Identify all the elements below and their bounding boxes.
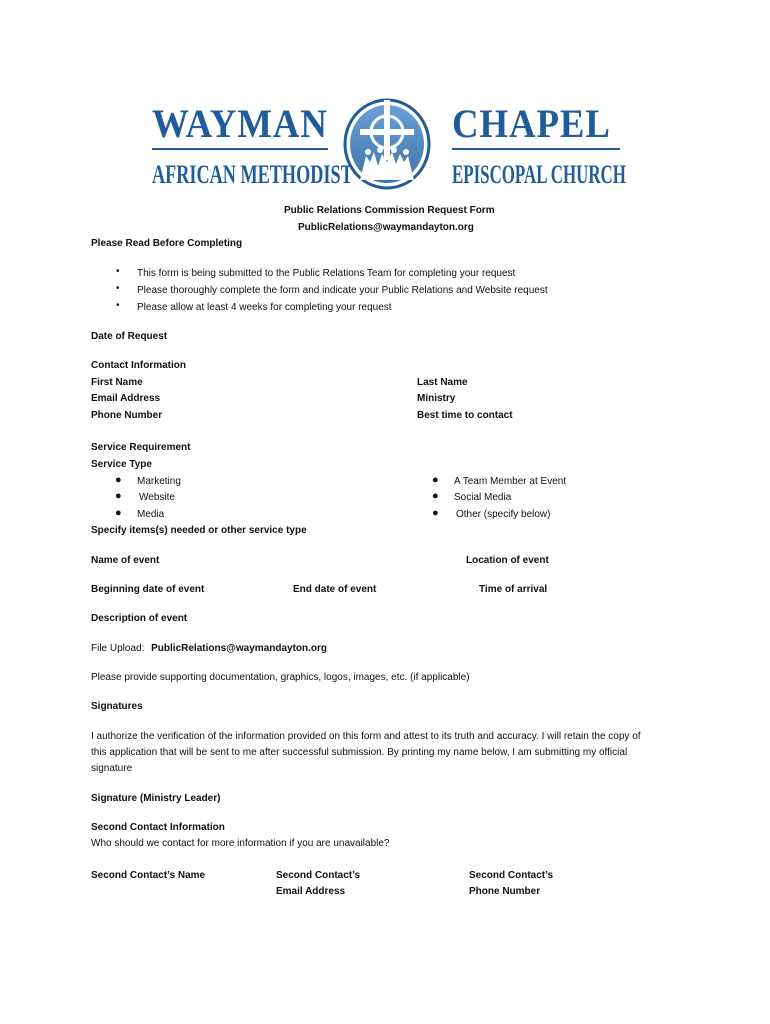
checkbox-bullet-icon[interactable]: ● [115,507,122,519]
second-contact-email-label [276,870,360,897]
checkbox-bullet-icon[interactable]: ● [432,507,439,519]
second-contact-phone-label [469,870,553,897]
intro-heading: Please Read Before Completing [91,238,243,249]
second-contact-email-line1: Second Contact’s [276,870,361,881]
logo-rule-left [152,148,328,150]
service-heading: Service Requirement [91,442,191,453]
signatures-heading: Signatures [91,701,143,712]
bullet-icon: • [116,266,120,277]
option-marketing: Marketing [137,476,181,487]
contact-heading: Contact Information [91,360,186,371]
event-begin-label: Beginning date of event [91,584,205,595]
checkbox-bullet-icon[interactable]: ● [115,474,122,486]
authorization-line-3: signature [91,763,133,774]
logo-text-african-methodist: AFRICAN METHODIST [152,160,353,189]
authorization-line-1: I authorize the verification of the information provided on this form and attest to its truth and accuracy. I will retain the copy of [91,731,641,742]
second-contact-question: Who should we contact for more information if you are unavailable? [91,838,390,849]
service-type-label: Service Type [91,459,152,470]
intro-bullet-3: Please allow at least 4 weeks for completing your request [137,302,392,313]
phone-label: Phone Number [91,410,163,421]
logo-rule-right [452,148,620,150]
arrival-time-label: Time of arrival [479,584,548,595]
logo-text-episcopal-church: EPISCOPAL CHURCH [452,160,626,189]
intro-bullet-2: Please thoroughly complete the form and indicate your Public Relations and Website request [137,285,548,296]
option-media: Media [137,509,165,520]
checkbox-bullet-icon[interactable]: ● [115,490,122,502]
event-end-label: End date of event [293,584,377,595]
event-name-label: Name of event [91,555,160,566]
specify-items-label: Specify items(s) needed or other service type [91,525,307,536]
checkbox-bullet-icon[interactable]: ● [432,490,439,502]
option-social-media: Social Media [454,492,512,503]
email-label: Email Address [91,393,161,404]
file-upload-email[interactable]: PublicRelations@waymandayton.org [151,643,328,654]
event-location-label: Location of event [466,555,549,566]
last-name-label: Last Name [417,377,468,388]
second-contact-email-line2: Email Address [276,886,346,897]
second-contact-phone-line2: Phone Number [469,886,541,897]
file-upload-row [91,643,327,654]
file-upload-label: File Upload: [91,643,145,654]
form-title: Public Relations Commission Request Form [284,205,495,216]
second-contact-phone-line1: Second Contact’s [469,870,554,881]
ministry-label: Ministry [417,393,456,404]
first-name-label: First Name [91,377,143,388]
option-team-member: A Team Member at Event [454,476,567,487]
bullet-icon: • [116,283,120,294]
best-time-label: Best time to contact [417,410,513,421]
logo-text-wayman: WAYMAN [152,101,328,146]
signature-label: Signature (Ministry Leader) [91,793,221,804]
date-of-request-label: Date of Request [91,331,168,342]
checkbox-bullet-icon[interactable]: ● [432,474,439,486]
logo-text-chapel: CHAPEL [452,101,611,146]
second-contact-heading: Second Contact Information [91,822,225,833]
header-email: PublicRelations@waymandayton.org [298,222,474,233]
second-contact-name-label: Second Contact’s Name [91,870,206,881]
intro-bullet-1: This form is being submitted to the Public Relations Team for completing your request [137,268,516,279]
event-description-label: Description of event [91,613,188,624]
upload-note: Please provide supporting documentation, graphics, logos, images, etc. (if applicable) [91,672,470,683]
option-website: Website [139,492,175,503]
option-other: Other (specify below) [456,509,551,520]
cross-emblem-icon [332,92,442,202]
bullet-icon: • [116,300,120,311]
authorization-line-2: this application that will be sent to me after successful submission. By printing my name below, I am submitting my official [91,747,628,758]
